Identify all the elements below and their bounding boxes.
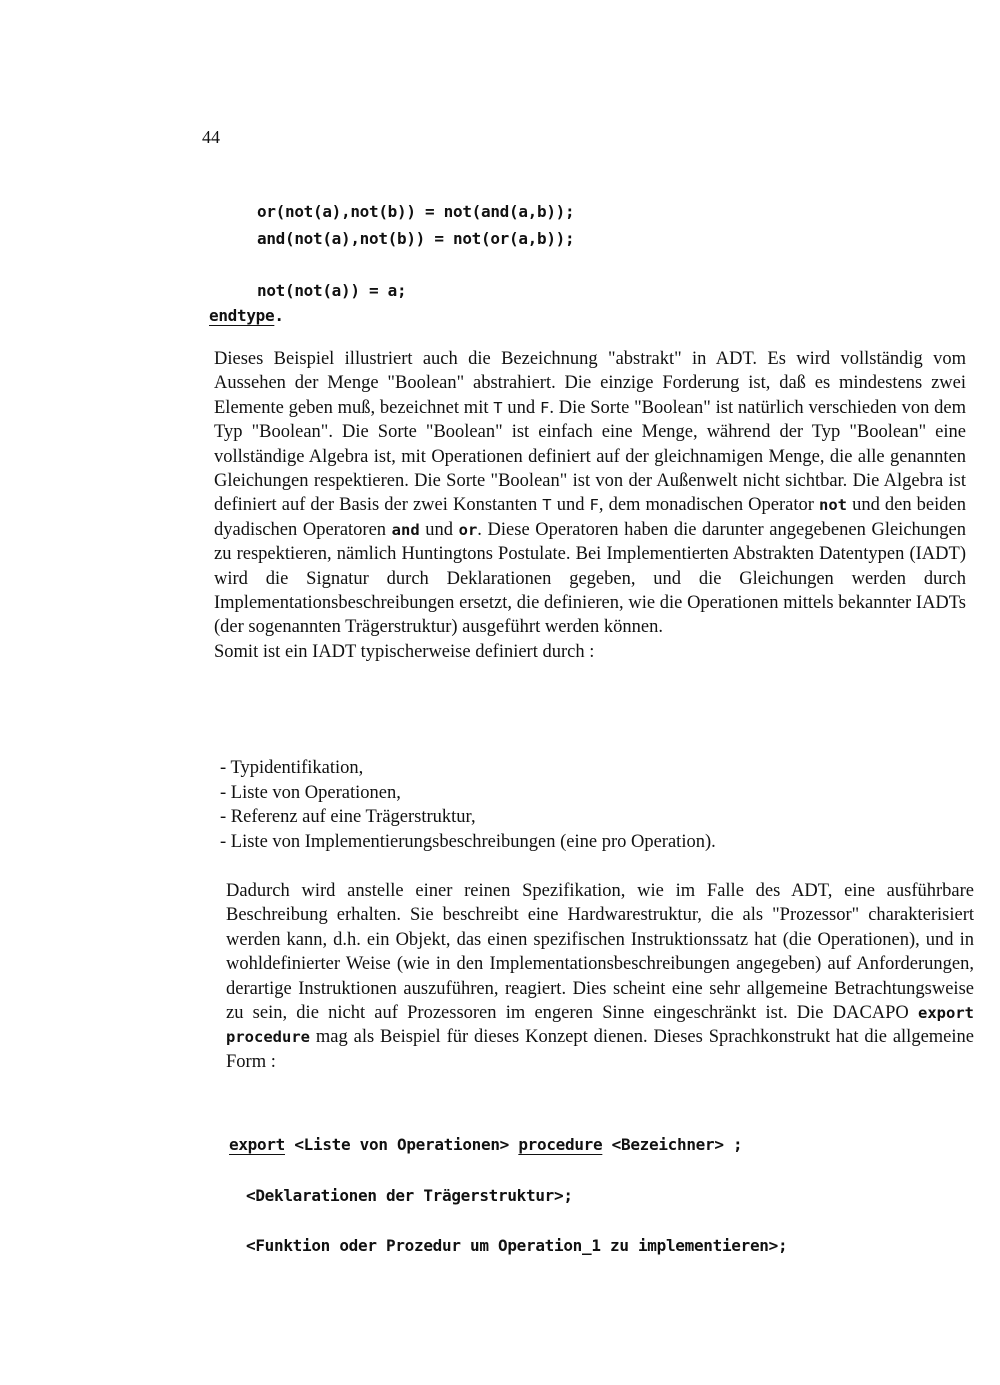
code-line-and-rule: and(not(a),not(b)) = not(or(a,b)); <box>257 229 575 248</box>
para1-text-8: . Diese Operatoren haben die darunter angegebenen Gleichungen zu respektieren, nämlich Huntingtons Postulate. Bei Implementierten Abstrakten Datentypen (IADT) wird die Signatur durch Deklarationen gegeben, und die Gleichungen werden durch Implementationsbeschreibungen ersetzt, die definieren, wie die Operationen mittels bekannter IADTs (der sogenannten Trägerstruktur) ausgeführt werden können. <box>214 519 966 638</box>
paragraph-export-procedure <box>226 879 974 1074</box>
para1-text-7: und <box>419 519 459 540</box>
para3-text-2: mag als Beispiel für dieses Konzept dienen. Dieses Sprachkonstrukt hat die allgemeine Form : <box>226 1027 974 1072</box>
export-identifier: <Bezeichner> ; <box>602 1135 743 1154</box>
paragraph-adt-explanation <box>214 347 966 664</box>
page-number: 44 <box>202 127 220 147</box>
operator-not: not <box>819 496 847 515</box>
code-endtype <box>209 306 284 325</box>
endtype-dot: . <box>274 306 284 325</box>
export-operations: <Liste von Operationen> <box>285 1135 519 1154</box>
operator-or: or <box>458 520 478 539</box>
iadt-definition-list <box>220 756 960 855</box>
para3-text-1: Dadurch wird anstelle einer reinen Spezifikation, wie im Falle des ADT, eine ausführbare Beschreibung erhalten. Sie beschreibt eine Hardwarestruktur, die als "Prozessor" charakterisiert werden kann, d.h. ein Objekt, das einen spezifischen Instruktionssatz hat (die Operationen), und in wohldefinierter Weise (wie in den Implementationsbeschreibungen angegeben) auf Anforderungen, derartige Instruktionen auszuführen, reagiert. Dies scheint eine sehr allgemeine Betrachtungsweise zu sein, die nicht auf Prozessoren im engeren Sinne eingeschränkt ist. Die DACAPO <box>226 881 974 1024</box>
const-t: T <box>493 398 503 417</box>
list-item: - Liste von Operationen, <box>220 782 401 803</box>
list-item: - Typidentifikation, <box>220 758 364 778</box>
operator-and: and <box>391 520 420 539</box>
list-item: - Liste von Implementierungsbeschreibungen (eine pro Operation). <box>220 832 716 853</box>
code-line-or-rule: or(not(a),not(b)) = not(and(a,b)); <box>257 202 575 221</box>
para1-text-2: und <box>502 397 540 418</box>
export-keyword: export <box>229 1135 285 1154</box>
code-declarations: <Deklarationen der Trägerstruktur>; <box>246 1186 573 1205</box>
para1-text-3: . Die Sorte "Boolean" ist natürlich verschieden von dem Typ "Boolean". Die Sorte "Boolean" ist einfach eine Menge, während der Typ "Boolean" eine vollständige Algebra ist, mit Operationen definiert auf der gleichnamigen Menge, die alle genannten Gleichungen respektieren. Die Sorte "Boolean" ist von der Außenwelt nicht sichtbar. Die Algebra ist definiert auf der Basis der zwei Konstanten <box>214 397 966 516</box>
const-f-2: F <box>589 496 599 515</box>
const-t-2: T <box>542 496 552 515</box>
procedure-keyword: procedure <box>518 1135 603 1154</box>
const-f: F <box>539 398 550 417</box>
para1-text-4: und <box>551 495 590 516</box>
code-export-header <box>229 1135 742 1154</box>
paragraph-iadt-definition: Somit ist ein IADT typischerweise definiert durch : <box>214 641 595 662</box>
para1-text-5: , dem monadischen Operator <box>598 495 819 516</box>
code-implementation: <Funktion oder Prozedur um Operation_1 zu implementieren>; <box>246 1236 788 1255</box>
export-procedure-keyword: export procedure <box>226 1004 974 1047</box>
code-line-not-rule: not(not(a)) = a; <box>257 281 407 300</box>
para1-text-1: Dieses Beispiel illustriert auch die Bezeichnung "abstrakt" in ADT. Es wird vollständig vom Aussehen der Menge "Boolean" abstrahiert. Die einzige Forderung ist, daß es mindestens zwei Elemente geben muß, bezeichnet mit <box>214 349 966 418</box>
para1-text-6: und den beiden dyadischen Operatoren <box>214 495 966 540</box>
endtype-keyword: endtype <box>209 306 275 325</box>
list-item: - Referenz auf eine Trägerstruktur, <box>220 807 476 828</box>
